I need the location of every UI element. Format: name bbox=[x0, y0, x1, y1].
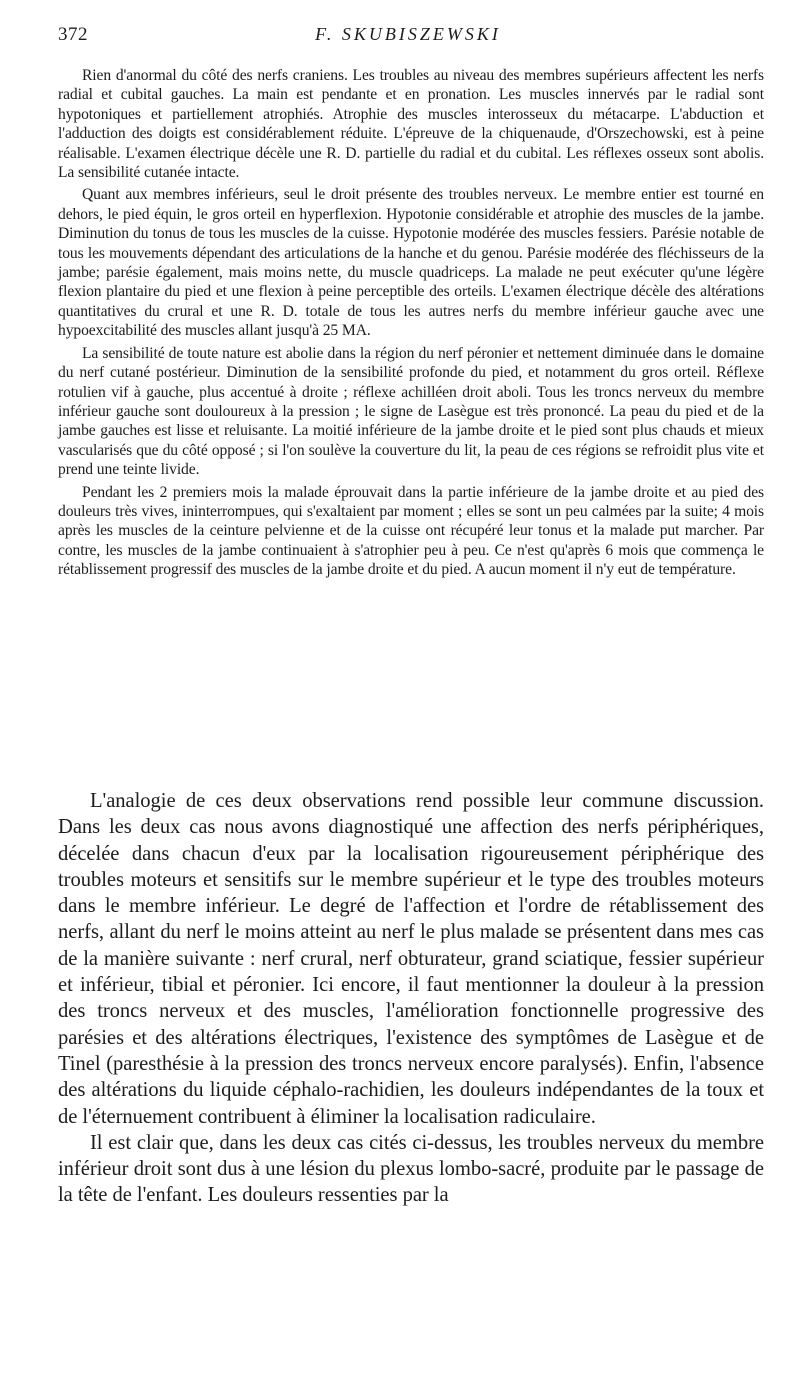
discussion-section bbox=[58, 788, 764, 1209]
running-header bbox=[58, 24, 758, 52]
discussion-paragraph-analogy: L'analogie de ces deux observations rend possible leur commune discussion. Dans les deux cas nous avons diagnostiqué une affection des nerfs périphériques, décelée dans chacun d'eux par la localisation rigoureusement périphérique des troubles moteurs et sensitifs sur le membre supérieur et le type des troubles moteurs dans le membre inférieur. Le degré de l'affection et l'ordre de rétablissement des nerfs, allant du nerf le moins atteint au nerf le plus malade se présentent dans mes cas de la manière suivante : nerf crural, nerf obturateur, grand sciatique, fessier supérieur et inférieur, tibial et péronier. Ici encore, il faut mentionner la douleur à la pression des troncs nerveux et des muscles, l'amélioration fonctionnelle progressive des parésies et des altérations électriques, l'existence des symptômes de Lasègue et de Tinel (paresthésie à la pression des troncs nerveux encore paralysés). Enfin, l'absence des altérations du liquide céphalo-rachidien, les douleurs indépendantes de la toux et de l'éternuement contribuent à éliminer la localisation radiculaire. bbox=[58, 790, 764, 1128]
case-paragraph-lower-limbs: Quant aux membres inférieurs, seul le droit présente des troubles nerveux. Le membre entier est tourné en dehors, le pied équin, le gros orteil en hyperflexion. Hypotonie considérable et atrophie des muscles de la jambe. Diminution du tonus de tous les muscles de la cuisse. Hypotonie modérée des muscles fessiers. Parésie notable de tous les mouvements dépendant des articulations de la hanche et du genou. Parésie modérée des fléchisseurs de la jambe; parésie également, mais moins nette, du muscle quadriceps. La malade ne peut exécuter qu'une légère flexion plantaire du pied et une flexion à peine perceptible des orteils. L'examen électrique décèle des altérations quantitatives du crural et une R. D. totale de tous les autres nerfs du membre inférieur gauche avec une hypoexcitabilité des muscles allant jusqu'à 25 MA. bbox=[58, 186, 764, 340]
page-number: 372 bbox=[58, 24, 88, 45]
running-head-author: F. SKUBISZEWSKI bbox=[315, 24, 501, 44]
case-paragraph-evolution: Pendant les 2 premiers mois la malade éprouvait dans la partie inférieure de la jambe droite et au pied des douleurs très vives, ininterrompues, qui s'exaltaient par moment ; elles se sont un peu calmées par la suite; 4 mois après les muscles de la ceinture pelvienne et de la cuisse ont récupéré leur tonus et la malade put marcher. Par contre, les muscles de la jambe continuaient à s'atrophier peu à peu. Ce n'est qu'après 6 mois que commença le rétablissement progressif des muscles de la jambe droite et du pied. A aucun moment il n'y eut de température. bbox=[58, 483, 764, 579]
case-paragraph-upper-limbs: Rien d'anormal du côté des nerfs craniens. Les troubles au niveau des membres supérieurs affectent les nerfs radial et cubital gauches. La main est pendante et en pronation. Les muscles innervés par le radial sont hypotoniques et partiellement atrophiés. Atrophie des muscles interosseux du métacarpe. L'abduction et l'adduction des doigts est considérablement réduite. L'épreuve de la chiquenaude, d'Orszechowski, est à peine réalisable. L'examen électrique décèle une R. D. partielle du radial et du cubital. Les réflexes osseux sont abolis. La sensibilité cutanée intacte. bbox=[58, 67, 764, 182]
discussion-paragraph-conclusion: Il est clair que, dans les deux cas cités ci-dessus, les troubles nerveux du membre inférieur droit sont dus à une lésion du plexus lombo-sacré, produite par le passage de la tête de l'enfant. Les douleurs ressenties par la bbox=[58, 1131, 764, 1207]
case-paragraph-sensibility: La sensibilité de toute nature est abolie dans la région du nerf péronier et nettement diminuée dans le domaine du nerf cutané postérieur. Diminution de la sensibilité profonde du pied, et notamment du gros orteil. Réflexe rotulien vif à gauche, plus accentué à droite ; réflexe achilléen droit aboli. Tous les troncs nerveux du membre inférieur gauche sont douloureux à la pression ; le signe de Lasègue est très prononcé. La peau du pied et de la jambe gauches est lisse et reluisante. La moitié inférieure de la jambe droite et le pied sont plus chauds et mieux vascularisés que du côté opposé ; si l'on soulève la couverture du lit, la peau de ces régions se refroidit plus vite et prend une teinte livide. bbox=[58, 344, 764, 479]
case-observation-block bbox=[58, 66, 764, 583]
